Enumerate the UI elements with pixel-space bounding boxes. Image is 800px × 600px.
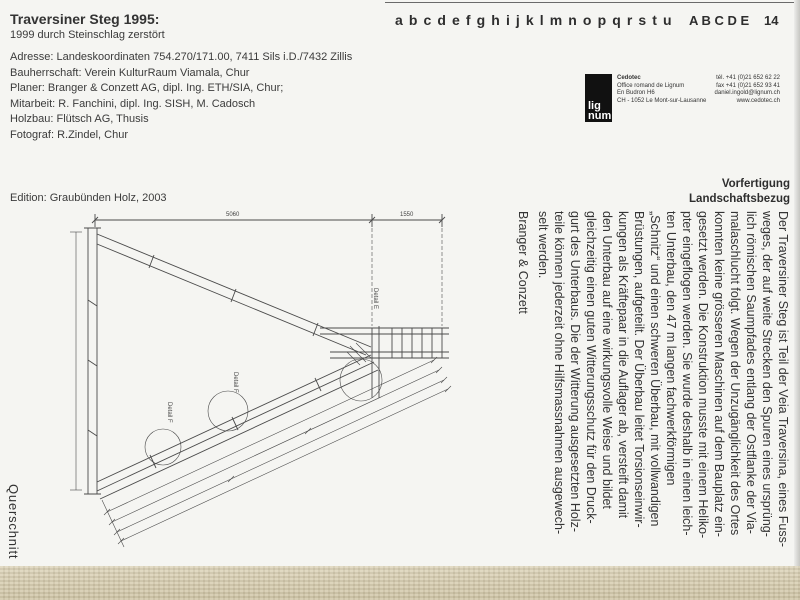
dimension-slash (228, 476, 234, 482)
publisher-fax: fax +41 (0)21 652 93 41 (716, 82, 780, 89)
logo-text-bottom: num (588, 110, 612, 122)
drawing-caption: Querschnitt (6, 484, 21, 560)
dimension-slash (436, 367, 442, 373)
lower-dimension-line (107, 360, 434, 512)
heading-prefabrication: Vorfertigung (721, 178, 790, 190)
article-line: Der Traversiner Steg ist Teil der Veia Traversina, eines Fuss- (776, 211, 790, 548)
dimension-slash (445, 386, 451, 392)
detail-f-label: Detail F (166, 402, 172, 423)
article-line: kungen als Kräftepaar in die Auflager ab, versteift damit (616, 211, 630, 519)
heading-landscape: Landschaftsbezug (689, 193, 790, 205)
publisher-name: Cedotec (617, 75, 641, 81)
lower-beam-edge (100, 370, 378, 499)
article-line: „Schnitz“ und einen schweren Überbau, mit vollwandigen (648, 211, 662, 527)
article-line: gesetzt werden. Die Konstruktion musste mit einem Heliko- (696, 211, 710, 539)
article-line: Brüstungen, aufgeteilt. Der Überbau leitet Torsionseinwir- (632, 211, 646, 528)
project-details (10, 50, 352, 143)
detail-collaborators: Mitarbeit: R. Fanchini, dipl. Ing. SISH, M. Cadosch (10, 97, 256, 110)
dimension-label: 1550 (400, 212, 414, 218)
publisher-city: CH - 1052 Le Mont-sur-Lausanne (617, 97, 707, 104)
detail-f-label: Detail F (232, 372, 238, 393)
dimension-slash (441, 377, 447, 383)
index-lowercase-letters: a b c d e f g h i j k l m n o p q r s t u (395, 12, 673, 28)
article-line: konnten keine grösseren Maschinen auf dem Bauplatz ein- (712, 211, 726, 537)
page-number: 14 (764, 13, 779, 28)
lower-dimension-line (112, 370, 439, 522)
detail-planner: Planer: Branger & Conzett AG, dipl. Ing. ETH/SIA, Chur; (10, 82, 284, 94)
left-post-tick (88, 300, 97, 306)
article-line: weges, der auf weite Strecken den Spuren eines ursprüng- (760, 211, 774, 537)
left-post-tick (88, 430, 97, 436)
dimension-slash (114, 529, 120, 535)
logo-text-top: lig (588, 100, 601, 112)
article-text-rotated (515, 211, 791, 571)
project-title: Traversiner Steg 1995: (10, 11, 160, 27)
junction-hatch (356, 343, 371, 358)
upper-chord-top-edge (97, 234, 371, 347)
publisher-website: www.cedotec.ch (736, 97, 780, 104)
lignum-logo (585, 74, 612, 122)
detail-timber-construction: Holzbau: Flütsch AG, Thusis (10, 113, 149, 125)
detail-address: Adresse: Landeskoordinaten 754.270/171.00, 7411 Sils i.D./7432 Zillis (10, 51, 353, 63)
dimension-slash (305, 428, 311, 434)
article-line: ten Unterbau, den 47 m langen fachwerkförmigen (664, 211, 678, 486)
publisher-address (617, 75, 706, 105)
article-line: lich römischen Saumpfades entlang der Ostflanke der Via- (744, 211, 758, 534)
dimension-extension-line (102, 500, 124, 547)
article-line: malaschlucht folgt. Wegen der Unzugänglichkeit des Ortes (728, 211, 742, 536)
index-rule (385, 2, 794, 3)
article-line: gleichzeitig einen guten Witterungsschutz für den Druck- (584, 211, 598, 524)
article-line: teile können jederzeit ohne Hilfsmassnahmen ausgewech- (552, 211, 566, 535)
publisher-phone: tél. +41 (0)21 652 62 22 (716, 75, 780, 81)
dimension-slash (109, 519, 115, 525)
cross-section-drawing (60, 200, 480, 555)
left-post-tick (88, 360, 97, 366)
detail-client: Bauherrschaft: Verein KulturRaum Viamala, Chur (10, 66, 250, 79)
publisher-email: daniel.ingold@lignum.ch (714, 90, 780, 96)
detail-f-circle (145, 429, 181, 465)
dimension-slash (104, 509, 110, 515)
project-subtitle: 1999 durch Steinschlag zerstört (10, 29, 165, 41)
article-line: den Unterbau auf eine wirkungsvolle Weise und bildet (600, 211, 614, 509)
detail-e-circle (340, 359, 382, 401)
article-line: pter eingeflogen werden. Sie wurde deshalb in einen leich- (680, 211, 694, 536)
article-headings (640, 177, 790, 207)
article-author: Branger & Conzett (516, 211, 530, 314)
publisher-contact (700, 75, 780, 105)
detail-photographer: Fotograf: R.Zindel, Chur (10, 128, 128, 141)
index-uppercase-letters: A B C D E (689, 13, 750, 28)
article-line: gurt des Unterbaus. Die der Witterung ausgesetzten Holz- (568, 211, 582, 532)
detail-f-circle (208, 391, 248, 431)
detail-e-label: Detail E (372, 288, 378, 310)
article-line: selt werden. (536, 211, 550, 279)
page-edge-shadow (794, 0, 800, 566)
publisher-office: Office romand de Lignum (617, 82, 685, 89)
edition-note: Edition: Graubünden Holz, 2003 (10, 192, 167, 204)
dimension-label: 5060 (226, 212, 240, 218)
dimension-slash (118, 538, 124, 544)
publisher-street: En Budron H6 (617, 90, 655, 96)
scan-background-strip (0, 566, 800, 600)
